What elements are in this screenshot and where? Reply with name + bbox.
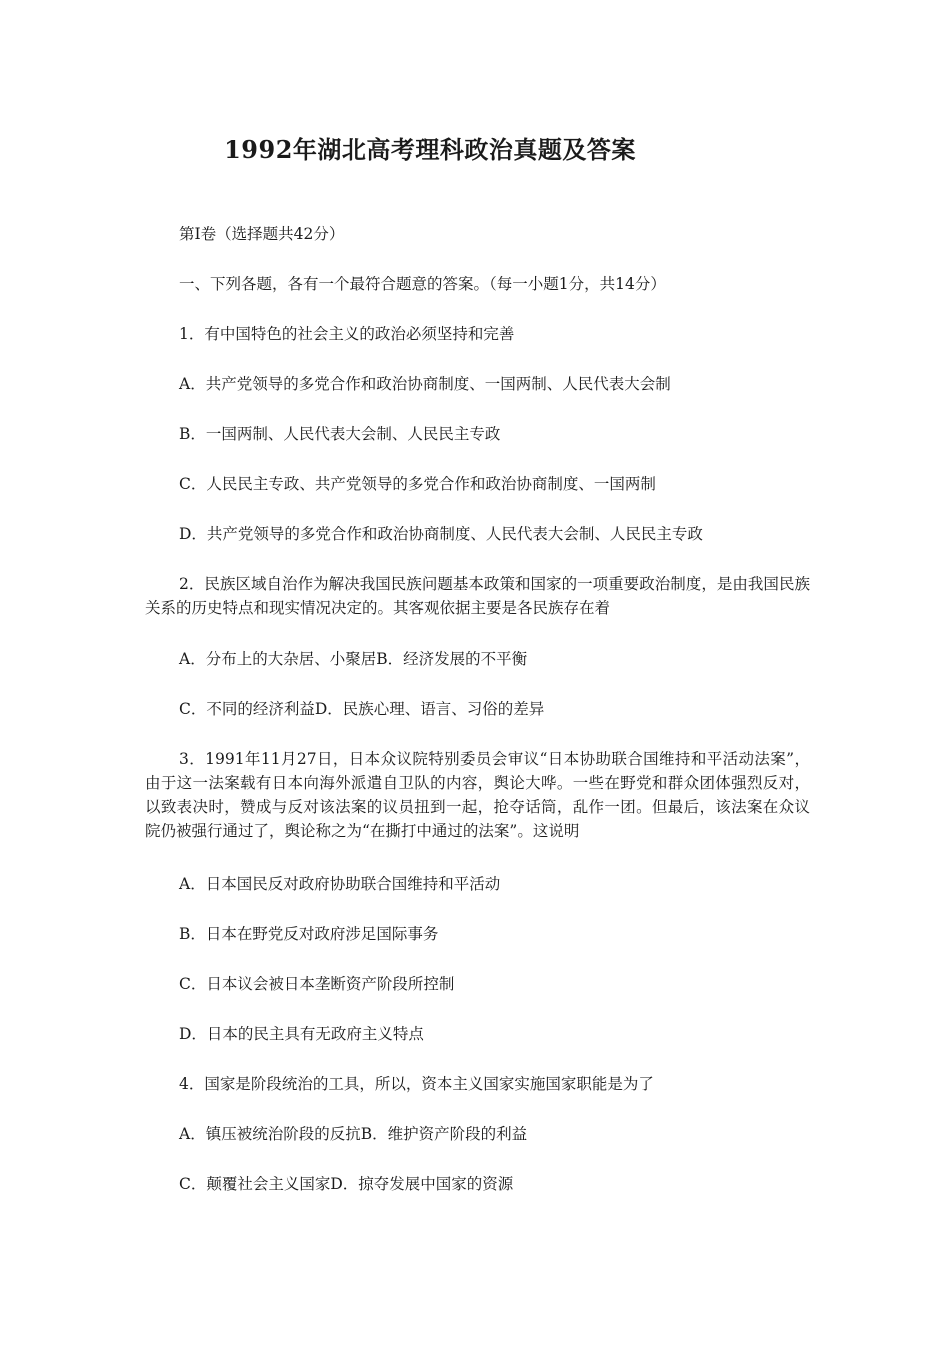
document-title: 1992年湖北高考理科政治真题及答案 (224, 135, 636, 164)
question-4-option-cd: C．颠覆社会主义国家D．掠夺发展中国家的资源 (179, 1175, 514, 1193)
question-3-stem: 3．1991年11月27日，日本众议院特别委员会审议“日本协助联合国维持和平活动法案”，由于这一法案载有日本向海外派遣自卫队的内容，舆论大哗。一些在野党和群众团体强烈反对，以致表决时，赞成与反对该法案的议员扭到一起，抢夺话筒，乱作一团。但最后，该法案在众议院仍被强行通过了，舆论称之为“在撕打中通过的法案”。这说明 (145, 750, 810, 840)
question-3-option-c: C．日本议会被日本垄断资产阶段所控制 (179, 975, 455, 993)
question-3-option-a: A．日本国民反对政府协助联合国维持和平活动 (179, 875, 501, 893)
question-1-option-d: D．共产党领导的多党合作和政治协商制度、人民代表大会制、人民民主专政 (179, 525, 703, 543)
question-2-stem: 2．民族区域自治作为解决我国民族问题基本政策和国家的一项重要政治制度，是由我国民族关系的历史特点和现实情况决定的。其客观依据主要是各民族存在着 (145, 575, 810, 617)
question-2-option-ab: A．分布上的大杂居、小聚居B．经济发展的不平衡 (179, 650, 528, 668)
question-1-option-b: B．一国两制、人民代表大会制、人民民主专政 (179, 425, 501, 443)
question-1-option-c: C．人民民主专政、共产党领导的多党合作和政治协商制度、一国两制 (179, 475, 656, 493)
question-1-stem: 1．有中国特色的社会主义的政治必须坚持和完善 (179, 325, 515, 343)
section-header: 第I卷（选择题共42分） (179, 225, 345, 243)
part-one-instruction: 一、下列各题，各有一个最符合题意的答案。（每一小题1分，共14分） (179, 275, 666, 293)
question-4-option-ab: A．镇压被统治阶段的反抗B．维护资产阶段的利益 (179, 1125, 528, 1143)
question-3-option-b: B．日本在野党反对政府涉足国际事务 (179, 925, 439, 943)
question-2-option-cd: C．不同的经济利益D．民族心理、语言、习俗的差异 (179, 700, 545, 718)
question-1-option-a: A．共产党领导的多党合作和政治协商制度、一国两制、人民代表大会制 (179, 375, 671, 393)
question-4-stem: 4．国家是阶段统治的工具，所以，资本主义国家实施国家职能是为了 (179, 1075, 654, 1093)
question-3-option-d: D．日本的民主具有无政府主义特点 (179, 1025, 424, 1043)
